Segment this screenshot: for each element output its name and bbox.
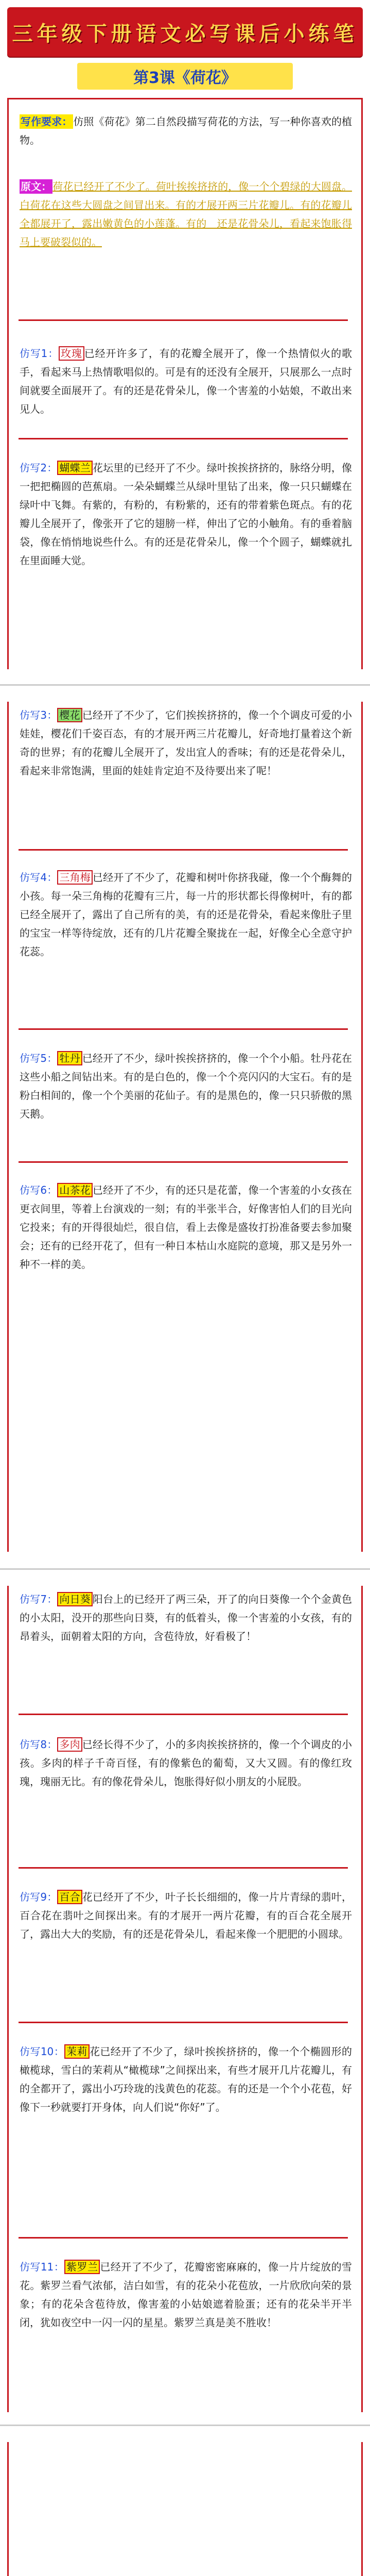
section-divider <box>19 319 348 321</box>
section-divider <box>19 438 348 439</box>
section-divider <box>19 849 348 851</box>
example-9: 仿写9： 百合 花已经开了不少，叶子长长细细的，像一片片青绿的翡叶，百合花在翡叶之间探出来。有的才展开一两片花瓣，有的百合花全展开了，露出大大的奖励，有的还是花骨朵儿，看起来像一个肥肥的小圆球。 <box>20 1891 352 1940</box>
section-divider <box>19 1714 348 1715</box>
example-10: 仿写10： 茉莉 花已经开了不少了，绿叶挨挨挤挤的，像一个个椭圆形的橄榄球，雪白的茉莉从“橄榄球”之间探出来，有些才展开几片花瓣儿，有的全都开了，露出小巧玲珑的浅黄色的花蕊。有的还是一个个小花苞，好像下一秒就要打开身体，向人们说“你好”了。 <box>20 2045 353 2113</box>
original-label: 原文： <box>21 180 52 193</box>
page-divider <box>0 1568 370 1570</box>
flower-name: 山茶花 <box>57 1183 93 1197</box>
example-4: 仿写4： 三角梅 已经开了不少了，花瓣和树叶你挤我碰，像一个个酶舞的小孩。每一朵三角梅的花瓣有三片，每一片的形状都长得像树叶，有的都已经全展开了，露出了自己所有的美，有的还是花骨朵，看起来像肚子里的宝宝一样等待绽放，还有的几片花瓣全聚拢在一起，好像全心全意守护花蕊。 <box>20 871 352 958</box>
section-divider <box>19 1867 348 1869</box>
page-divider <box>0 2425 370 2426</box>
content-card-2 <box>7 702 363 1552</box>
content-card-4 <box>7 2442 363 2576</box>
flower-name: 百合 <box>57 1890 82 1904</box>
writing-requirement: 写作要求： 仿照《荷花》第二自然段描写荷花的方法，写一种你喜欢的植物。 <box>20 115 353 146</box>
flower-name: 向日葵 <box>57 1592 93 1606</box>
example-1: 仿写1： 玫瑰 已经开许多了，有的花瓣全展开了，像一个热情似火的歌手，看起来马上热情歌唱似的。可是有的还没有全展开，只展那么一点时间就要全面展开了。有的还是花骨朵儿，像一个害羞的小姑娘，不敢出来见人。 <box>20 347 352 415</box>
flower-name: 玫瑰 <box>59 346 84 361</box>
flower-name: 蝴蝶兰 <box>57 461 93 475</box>
flower-name: 牡丹 <box>57 1051 82 1065</box>
original-body: 荷花已经开了不少了。荷叶挨挨挤挤的，像一个个碧绿的大圆盘。白荷花在这些大圆盘之间冒出来。有的才展开两三片花瓣儿。有的花瓣儿全都展开了，露出嫩黄色的小莲蓬。有的 还是花骨朵儿，看起来饱胀得马上要破裂似的。 <box>20 180 353 248</box>
example-6: 仿写6： 山茶花 已经开了不少，有的还只是花蕾，像一个害羞的小女孩在更衣间里，等着上台演戏的一刻；有的半张半合，好像害怕人们的目光向它投来；有的开得很灿烂，很自信，看上去像是盛妆打扮准备要去参加聚会；还有的已经开花了，但有一种日本枯山水庭院的意境，那又是另外一种不一样的美。 <box>20 1184 352 1270</box>
example-8: 仿写8： 多肉 已经长得不少了，小的多肉挨挨挤挤的，像一个个调皮的小孩。多肉的样子千奇百怪，有的像紫色的葡萄，又大又圆。有的像红玫瑰，瑰丽无比。有的像花骨朵儿，饱胀得好似小朋友的小屁股。 <box>20 1738 352 1788</box>
flower-name: 紫罗兰 <box>64 2260 100 2274</box>
lesson-banner <box>77 63 293 90</box>
section-divider <box>19 2237 348 2239</box>
lesson-title: 第3课《荷花》 <box>133 69 237 87</box>
writing-requirement-label: 写作要求： <box>21 115 73 128</box>
section-divider <box>19 1161 348 1163</box>
example-2: 仿写2： 蝴蝶兰 花坛里的已经开了不少。绿叶挨挨挤挤的，脉络分明，像一把把椭圆的芭蕉扇。一朵朵蝴蝶兰从绿叶里钻了出来，像一只只蝴蝶在绿叶中飞舞。有紫的，有粉的，有粉紫的，还有的带着紫色斑点。有的花瓣儿全展开了，像张开了它的翅膀一样，伸出了它的小触角。有的垂着脑袋，像在悄悄地说些什么。有的还是花骨朵儿，像一个个圆子，蝴蝶就扎在里面睡大觉。 <box>20 462 352 567</box>
example-3: 仿写3： 樱花 已经开了不少了，它们挨挨挤挤的，像一个个调皮可爱的小娃娃，樱花们千姿百态，有的才展开两三片花瓣儿，好奇地打量着这个新奇的世界；有的花瓣儿全展开了，发出宜人的香味；有的还是花骨朵儿，看起来非常饱满，里面的娃娃肯定迫不及待要出来了呢！ <box>20 709 352 777</box>
page-title: 三年级下册语文必写课后小练笔 <box>12 21 358 46</box>
flower-name: 樱花 <box>57 708 82 722</box>
page-divider <box>0 684 370 686</box>
original-text <box>20 177 352 251</box>
title-banner <box>7 7 363 57</box>
section-divider <box>19 2022 348 2023</box>
flower-name: 茉莉 <box>64 2044 90 2059</box>
example-7: 仿写7： 向日葵 阳台上的已经开了两三朵，开了的向日葵像一个个金黄色的小太阳，没开的那些向日葵，有的低着头，像一个害羞的小女孩，有的昂着头，面朝着太阳的方向，含苞待放，好看极了！ <box>20 1593 352 1642</box>
flower-name: 多肉 <box>57 1737 82 1752</box>
example-5: 仿写5： 牡丹 已经开了不少，绿叶挨挨挤挤的，像一个个小船。牡丹花在这些小船之间钻出来。有的是白色的，像一个个亮闪闪的大宝石。有的是粉白相间的，像一个个美丽的花仙子。有的是黑色的，像一只只骄傲的黑天鹅。 <box>20 1052 352 1120</box>
section-divider <box>19 1028 348 1030</box>
flower-name: 三角梅 <box>57 870 93 885</box>
example-11: 仿写11： 紫罗兰 已经开了不少了，花瓣密密麻麻的，像一片片绽放的雪花。紫罗兰看气浓郁，洁白如雪，有的花朵小花苞放，一片欣欣向荣的景象；有的花朵含苞待放，像害羞的小姑娘遮着脸蛋；还有的花朵半开半闭，犹如夜空中一闪一闪的星星。紫罗兰真是美不胜收！ <box>20 2261 353 2329</box>
